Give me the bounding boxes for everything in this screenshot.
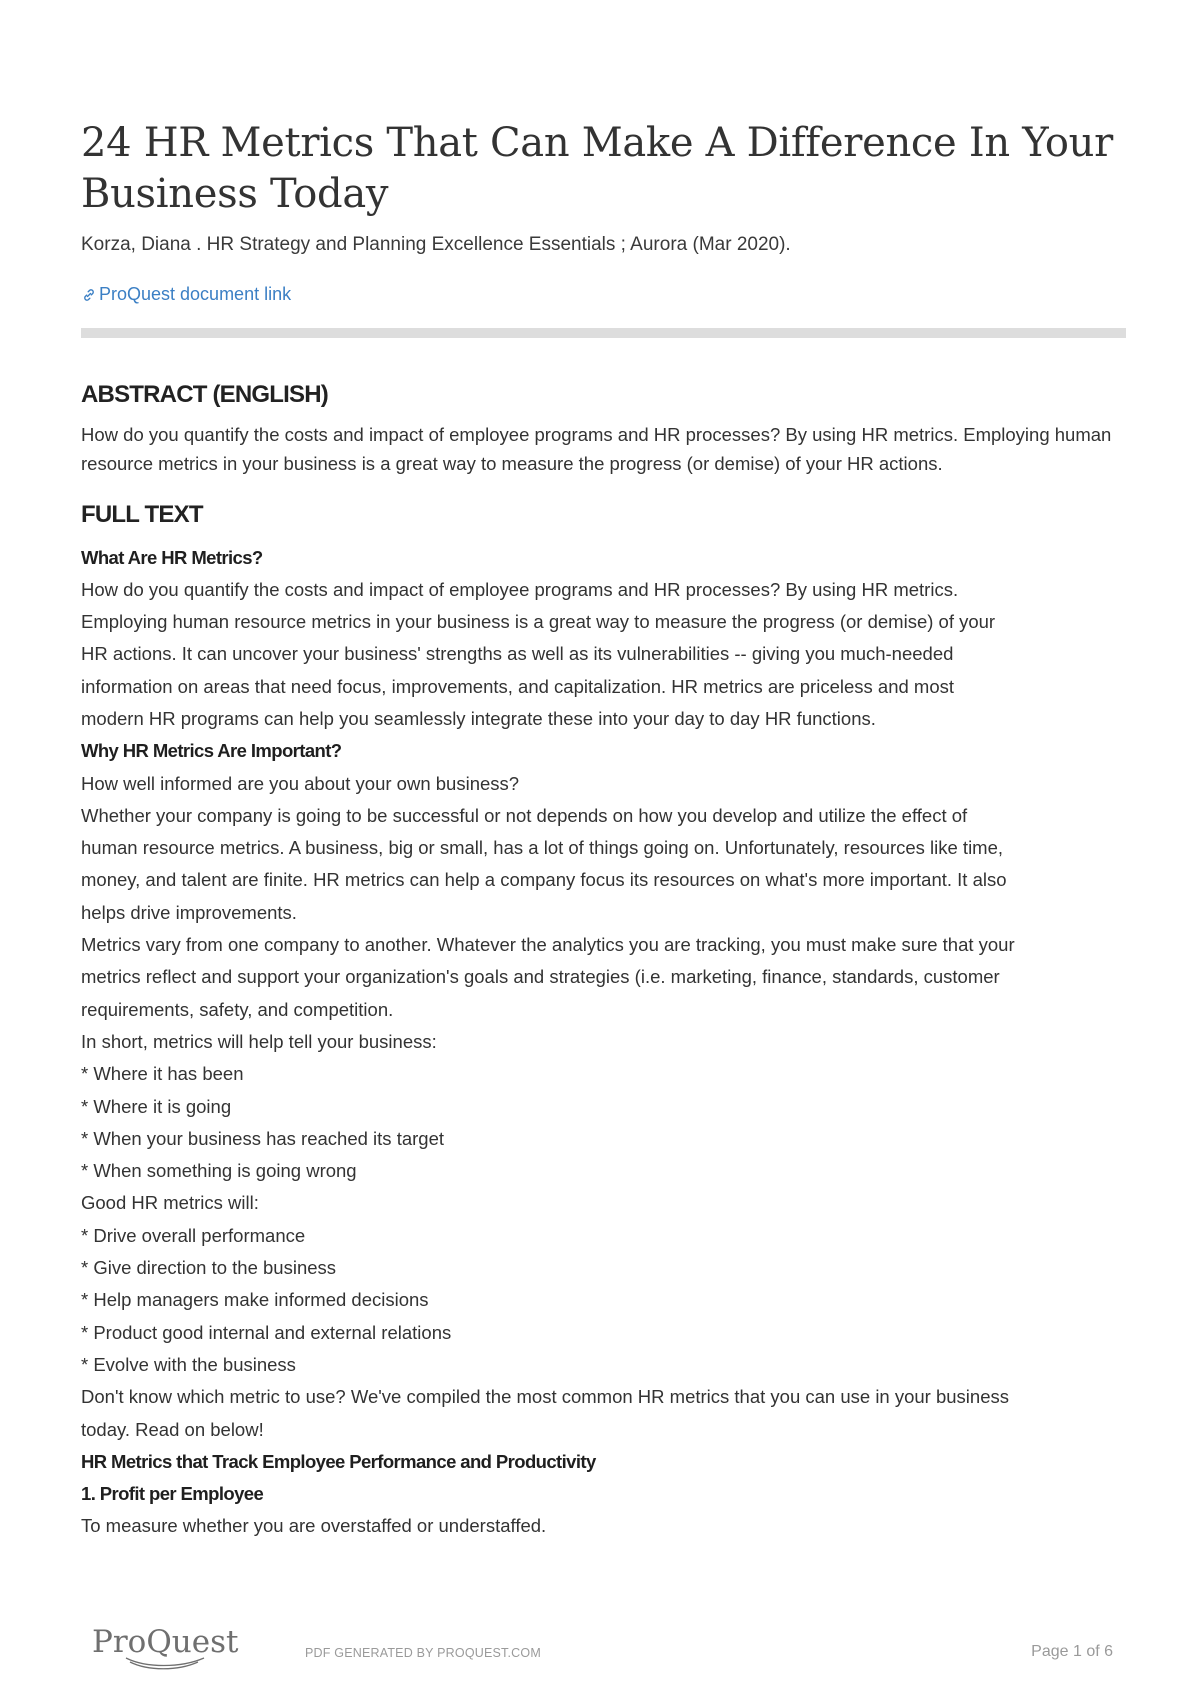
page-footer: [0, 1618, 1200, 1678]
document-title: 24 HR Metrics That Can Make A Difference In Your Business Today: [81, 120, 1113, 217]
body-line: metrics reflect and support your organization's goals and strategies (i.e. marketing, finance, standards, customer: [81, 966, 1000, 988]
document-page: [81, 118, 1126, 1543]
proquest-document-link[interactable]: [81, 284, 291, 305]
body-line: money, and talent are finite. HR metrics can help a company focus its resources on what's more important. It also: [81, 869, 1007, 891]
proquest-logo: [86, 1618, 246, 1674]
body-line: * Where it is going: [81, 1095, 232, 1117]
header-divider: [81, 328, 1126, 338]
body-line: * Drive overall performance: [81, 1224, 306, 1246]
body-line: * Give direction to the business: [81, 1257, 337, 1279]
abstract-heading: ABSTRACT (ENGLISH): [81, 380, 328, 408]
body-line: today. Read on below!: [81, 1418, 264, 1440]
body-line: * Help managers make informed decisions: [81, 1289, 429, 1311]
subheading: What Are HR Metrics?: [81, 546, 263, 568]
subheading: 1. Profit per Employee: [81, 1483, 264, 1505]
body-line: * Product good internal and external relations: [81, 1321, 452, 1343]
abstract-text: How do you quantify the costs and impact of employee programs and HR processes? By using HR metrics. Employing human resource metrics in your business is a great way to measure the progress (or demise) of your HR actions.: [81, 423, 1112, 474]
body-line: requirements, safety, and competition.: [81, 998, 394, 1020]
body-line: In short, metrics will help tell your business:: [81, 1030, 437, 1052]
body-line: human resource metrics. A business, big or small, has a lot of things going on. Unfortunately, resources like time,: [81, 837, 1004, 859]
full-text-heading: FULL TEXT: [81, 500, 203, 528]
document-link-label: ProQuest document link: [99, 284, 292, 304]
body-line: * When something is going wrong: [81, 1160, 357, 1182]
body-line: Employing human resource metrics in your business is a great way to measure the progress (or demise) of your: [81, 611, 996, 633]
body-line: * Evolve with the business: [81, 1353, 296, 1375]
body-line: information on areas that need focus, improvements, and capitalization. HR metrics are priceless and most: [81, 675, 954, 697]
body-line: * When your business has reached its target: [81, 1127, 444, 1149]
document-citation: Korza, Diana . HR Strategy and Planning Excellence Essentials ; Aurora (Mar 2020).: [81, 234, 791, 255]
body-line: Good HR metrics will:: [81, 1192, 259, 1214]
footer-generated-text: PDF GENERATED BY PROQUEST.COM: [305, 1646, 541, 1660]
page-number: Page 1 of 6: [1031, 1643, 1113, 1660]
body-line: How well informed are you about your own business?: [81, 772, 520, 794]
body-line: To measure whether you are overstaffed or understaffed.: [81, 1515, 547, 1537]
body-line: Don't know which metric to use? We've compiled the most common HR metrics that you can use in your business: [81, 1386, 1009, 1408]
svg-text:ProQuest: ProQuest: [92, 1624, 239, 1660]
body-line: modern HR programs can help you seamlessly integrate these into your day to day HR functions.: [81, 707, 876, 729]
body-line: How do you quantify the costs and impact of employee programs and HR processes? By using HR metrics.: [81, 578, 959, 600]
subheading: HR Metrics that Track Employee Performance and Productivity: [81, 1450, 596, 1472]
body-line: Metrics vary from one company to another. Whatever the analytics you are tracking, you must make sure that your: [81, 934, 1015, 956]
full-text-body: [81, 542, 1126, 1543]
body-line: Whether your company is going to be successful or not depends on how you develop and utilize the effect of: [81, 804, 968, 826]
body-line: HR actions. It can uncover your business' strengths as well as its vulnerabilities -- giving you much-needed: [81, 643, 954, 665]
subheading: Why HR Metrics Are Important?: [81, 740, 342, 762]
link-icon: [81, 287, 97, 303]
body-line: * Where it has been: [81, 1063, 244, 1085]
body-line: helps drive improvements.: [81, 901, 297, 923]
